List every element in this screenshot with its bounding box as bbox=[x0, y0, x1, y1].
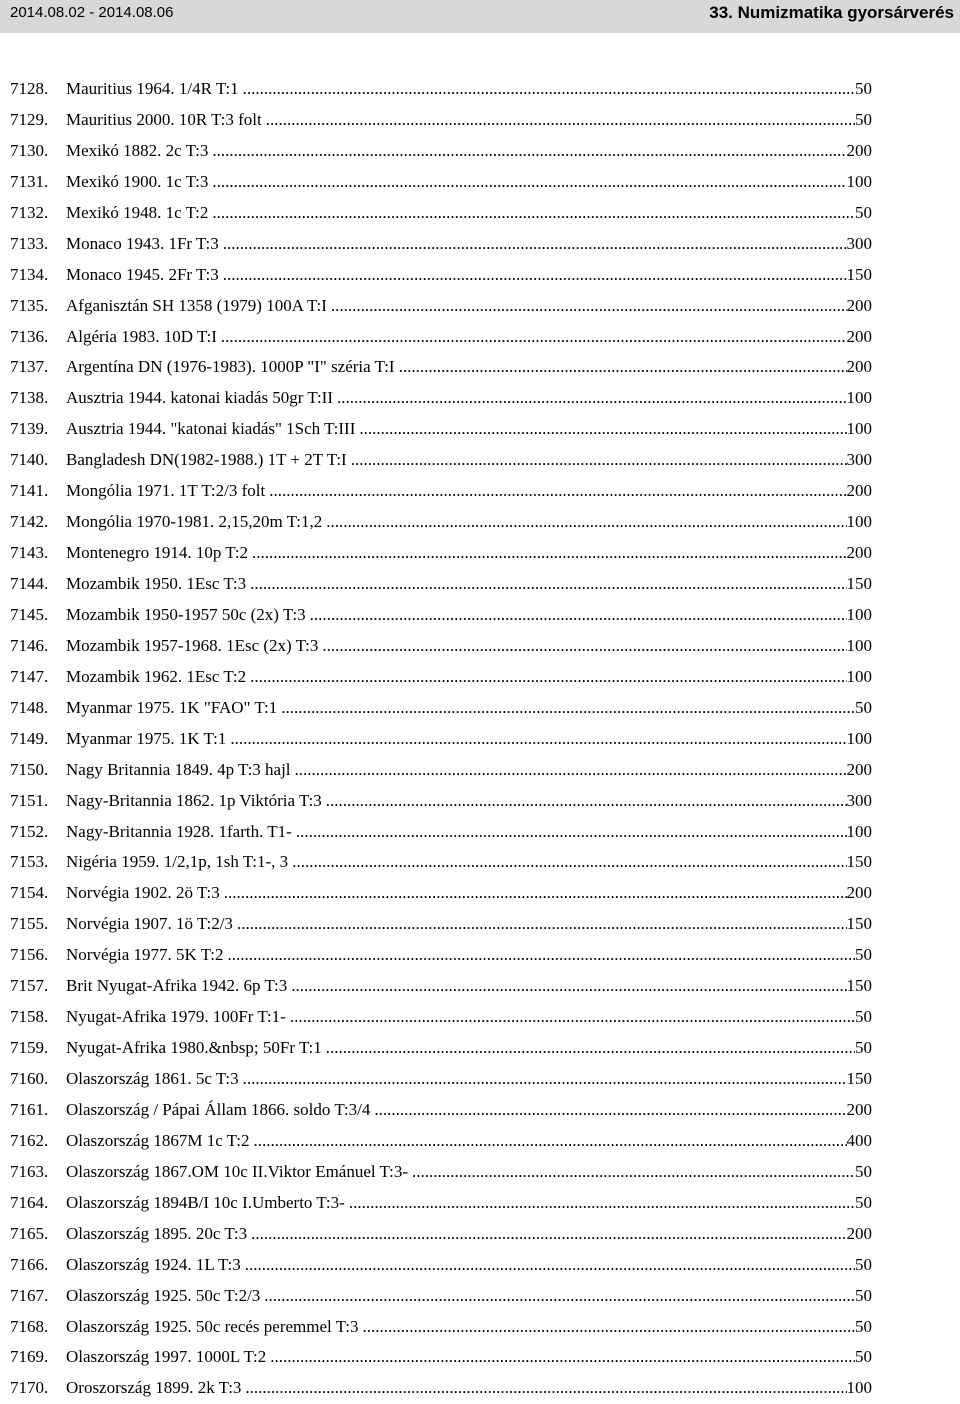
list-item bbox=[10, 260, 872, 291]
dot-leader bbox=[264, 1281, 855, 1312]
list-item bbox=[10, 940, 872, 971]
lot-number: 7162. bbox=[10, 1130, 49, 1150]
dot-leader bbox=[266, 105, 855, 136]
lot-price: 150 bbox=[846, 976, 872, 996]
dot-leader bbox=[322, 631, 846, 662]
dot-leader bbox=[224, 878, 847, 909]
lot-description: Mozambik 1962. 1Esc T:2 bbox=[66, 666, 247, 686]
lot-number: 7135. bbox=[10, 295, 49, 315]
dot-leader bbox=[349, 1188, 855, 1219]
lot-entry bbox=[66, 569, 872, 600]
list-item bbox=[10, 878, 872, 909]
lot-entry bbox=[66, 724, 872, 755]
lot-description: Norvégia 1977. 5K T:2 bbox=[66, 945, 224, 965]
lot-number: 7151. bbox=[10, 790, 49, 810]
list-item bbox=[10, 786, 872, 817]
lot-price: 150 bbox=[846, 914, 872, 934]
lot-description: Mozambik 1950-1957 50c (2x) T:3 bbox=[66, 604, 306, 624]
lot-price: 200 bbox=[846, 326, 872, 346]
lot-entry bbox=[66, 322, 872, 353]
lot-price: 100 bbox=[846, 635, 872, 655]
lot-number: 7145. bbox=[10, 604, 49, 624]
lot-number: 7128. bbox=[10, 79, 49, 98]
dot-leader bbox=[291, 971, 846, 1002]
lot-description: Norvégia 1907. 1ö T:2/3 bbox=[66, 914, 233, 934]
lot-description: Olaszország 1924. 1L T:3 bbox=[66, 1254, 241, 1274]
lot-price: 150 bbox=[846, 1069, 872, 1088]
lot-entry bbox=[66, 1312, 872, 1343]
lot-entry bbox=[66, 600, 872, 631]
lot-number: 7163. bbox=[10, 1161, 49, 1181]
list-item bbox=[10, 198, 872, 229]
dot-leader bbox=[243, 74, 855, 105]
lot-price: 150 bbox=[846, 852, 872, 872]
lot-entry bbox=[66, 755, 872, 786]
list-item bbox=[10, 1188, 872, 1219]
dot-leader bbox=[230, 724, 846, 755]
dot-leader bbox=[250, 662, 846, 693]
lot-entry bbox=[66, 1033, 872, 1064]
list-item bbox=[10, 817, 872, 848]
lot-price: 50 bbox=[855, 1192, 872, 1212]
dot-leader bbox=[212, 198, 855, 229]
lot-price: 200 bbox=[846, 295, 872, 315]
list-item bbox=[10, 1281, 872, 1312]
lot-price: 300 bbox=[846, 450, 872, 470]
lot-description: Olaszország 1894B/I 10c I.Umberto T:3- bbox=[66, 1192, 345, 1212]
lot-number: 7159. bbox=[10, 1038, 49, 1058]
lot-description: Olaszország 1867M 1c T:2 bbox=[66, 1130, 250, 1150]
dot-leader bbox=[326, 786, 847, 817]
lot-price: 50 bbox=[855, 1347, 872, 1367]
list-item bbox=[10, 136, 872, 167]
lot-entry bbox=[66, 229, 872, 260]
lot-price: 100 bbox=[846, 604, 872, 624]
lot-entry bbox=[66, 507, 872, 538]
lot-price: 200 bbox=[846, 357, 872, 377]
lot-entry bbox=[66, 352, 872, 383]
lot-price: 50 bbox=[855, 1254, 872, 1274]
lot-number: 7166. bbox=[10, 1254, 49, 1274]
lot-entry bbox=[66, 1095, 872, 1126]
dot-leader bbox=[292, 847, 846, 878]
lot-description: Nagy-Britannia 1862. 1p Viktória T:3 bbox=[66, 790, 322, 810]
lot-entry bbox=[66, 693, 872, 724]
page-header bbox=[0, 0, 960, 33]
lot-number: 7139. bbox=[10, 419, 49, 439]
lot-description: Ausztria 1944. "katonai kiadás" 1Sch T:III bbox=[66, 419, 356, 439]
lot-description: Oroszország 1899. 2k T:3 bbox=[66, 1378, 242, 1398]
lot-number: 7158. bbox=[10, 1007, 49, 1027]
list-item bbox=[10, 1126, 872, 1157]
list-item bbox=[10, 1342, 872, 1373]
lot-description: Mongólia 1971. 1T T:2/3 folt bbox=[66, 481, 266, 501]
lot-price: 200 bbox=[846, 883, 872, 903]
lot-price: 300 bbox=[846, 790, 872, 810]
lot-number: 7168. bbox=[10, 1316, 49, 1336]
list-item bbox=[10, 847, 872, 878]
lot-number: 7141. bbox=[10, 481, 49, 501]
lot-description: Bangladesh DN(1982-1988.) 1T + 2T T:I bbox=[66, 450, 347, 470]
lot-description: Norvégia 1902. 2ö T:3 bbox=[66, 883, 220, 903]
lot-number: 7160. bbox=[10, 1069, 49, 1088]
dot-leader bbox=[245, 1373, 846, 1404]
lot-description: Myanmar 1975. 1K "FAO" T:1 bbox=[66, 697, 278, 717]
lot-entry bbox=[66, 198, 872, 229]
lot-entry bbox=[66, 136, 872, 167]
dot-leader bbox=[281, 693, 855, 724]
lot-number: 7152. bbox=[10, 821, 49, 841]
dot-leader bbox=[359, 414, 846, 445]
lot-description: Mozambik 1950. 1Esc T:3 bbox=[66, 574, 247, 593]
lot-entry bbox=[66, 1281, 872, 1312]
dot-leader bbox=[296, 817, 847, 848]
lot-description: Nigéria 1959. 1/2,1p, 1sh T:1-, 3 bbox=[66, 852, 289, 872]
lot-description: Argentína DN (1976-1983). 1000P "I" széria T:I bbox=[66, 357, 395, 377]
lot-entry bbox=[66, 1250, 872, 1281]
lot-price: 300 bbox=[846, 233, 872, 253]
lot-number: 7170. bbox=[10, 1378, 49, 1398]
dot-leader bbox=[290, 1002, 855, 1033]
lot-description: Olaszország 1895. 20c T:3 bbox=[66, 1223, 248, 1243]
lot-description: Nagy-Britannia 1928. 1farth. T1- bbox=[66, 821, 292, 841]
lot-entry bbox=[66, 1219, 872, 1250]
lot-description: Mauritius 2000. 10R T:3 folt bbox=[66, 109, 262, 129]
lot-number: 7131. bbox=[10, 171, 49, 191]
list-item bbox=[10, 383, 872, 414]
lot-price: 200 bbox=[846, 1223, 872, 1243]
lot-number: 7132. bbox=[10, 202, 49, 222]
lot-price: 50 bbox=[855, 1285, 872, 1305]
list-item bbox=[10, 909, 872, 940]
lot-description: Olaszország 1925. 50c recés peremmel T:3 bbox=[66, 1316, 359, 1336]
lot-entry bbox=[66, 847, 872, 878]
dot-leader bbox=[270, 1342, 855, 1373]
lot-entry bbox=[66, 538, 872, 569]
dot-leader bbox=[250, 569, 846, 600]
lot-price: 50 bbox=[855, 1316, 872, 1336]
lot-number: 7149. bbox=[10, 728, 49, 748]
lot-description: Olaszország 1925. 50c T:2/3 bbox=[66, 1285, 261, 1305]
list-item bbox=[10, 1095, 872, 1126]
lot-price: 100 bbox=[846, 666, 872, 686]
list-item bbox=[10, 724, 872, 755]
list-item bbox=[10, 74, 872, 105]
list-item bbox=[10, 600, 872, 631]
lot-number: 7143. bbox=[10, 543, 49, 563]
lot-price: 100 bbox=[846, 728, 872, 748]
lot-price: 50 bbox=[855, 1161, 872, 1181]
lot-number: 7164. bbox=[10, 1192, 49, 1212]
lot-description: Myanmar 1975. 1K T:1 bbox=[66, 728, 227, 748]
lot-number: 7167. bbox=[10, 1285, 49, 1305]
lot-price: 100 bbox=[846, 171, 872, 191]
lot-price: 200 bbox=[846, 1099, 872, 1119]
lot-price: 150 bbox=[846, 264, 872, 284]
lot-entry bbox=[66, 662, 872, 693]
lot-price: 200 bbox=[846, 481, 872, 501]
lot-price: 100 bbox=[846, 1378, 872, 1398]
lot-list bbox=[10, 74, 872, 1404]
lot-description: Nyugat-Afrika 1980.&nbsp; 50Fr T:1 bbox=[66, 1038, 322, 1058]
lot-entry bbox=[66, 1373, 872, 1404]
lot-number: 7138. bbox=[10, 388, 49, 408]
list-item bbox=[10, 322, 872, 353]
lot-entry bbox=[66, 1002, 872, 1033]
lot-entry bbox=[66, 105, 872, 136]
lot-number: 7165. bbox=[10, 1223, 49, 1243]
lot-price: 100 bbox=[846, 821, 872, 841]
lot-price: 100 bbox=[846, 512, 872, 532]
dot-leader bbox=[223, 229, 847, 260]
lot-description: Olaszország / Pápai Állam 1866. soldo T:3/4 bbox=[66, 1099, 371, 1119]
lot-description: Monaco 1945. 2Fr T:3 bbox=[66, 264, 219, 284]
dot-leader bbox=[253, 1126, 846, 1157]
lot-description: Ausztria 1944. katonai kiadás 50gr T:II bbox=[66, 388, 333, 408]
lot-entry bbox=[66, 1342, 872, 1373]
dot-leader bbox=[237, 909, 847, 940]
dot-leader bbox=[251, 1219, 846, 1250]
lot-number: 7156. bbox=[10, 945, 49, 965]
dot-leader bbox=[399, 352, 847, 383]
list-item bbox=[10, 352, 872, 383]
list-item bbox=[10, 971, 872, 1002]
list-item bbox=[10, 1219, 872, 1250]
dot-leader bbox=[221, 322, 847, 353]
list-item bbox=[10, 631, 872, 662]
lot-description: Mongólia 1970-1981. 2,15,20m T:1,2 bbox=[66, 512, 323, 532]
lot-number: 7150. bbox=[10, 759, 49, 779]
dot-leader bbox=[252, 538, 846, 569]
list-item bbox=[10, 538, 872, 569]
date-range: 2014.08.02 - 2014.08.06 bbox=[10, 4, 174, 21]
lot-entry bbox=[66, 414, 872, 445]
lot-number: 7148. bbox=[10, 697, 49, 717]
lot-description: Montenegro 1914. 10p T:2 bbox=[66, 543, 249, 563]
lot-entry bbox=[66, 291, 872, 322]
lot-number: 7140. bbox=[10, 450, 49, 470]
lot-description: Mauritius 1964. 1/4R T:1 bbox=[66, 79, 239, 98]
lot-price: 200 bbox=[846, 759, 872, 779]
lot-price: 50 bbox=[855, 945, 872, 965]
lot-price: 50 bbox=[855, 79, 872, 98]
lot-number: 7169. bbox=[10, 1347, 49, 1367]
list-item bbox=[10, 1373, 872, 1404]
lot-description: Mozambik 1957-1968. 1Esc (2x) T:3 bbox=[66, 635, 319, 655]
lot-number: 7137. bbox=[10, 357, 49, 377]
dot-leader bbox=[331, 291, 847, 322]
lot-description: Mexikó 1900. 1c T:3 bbox=[66, 171, 209, 191]
list-item bbox=[10, 1312, 872, 1343]
lot-description: Afganisztán SH 1358 (1979) 100A T:I bbox=[66, 295, 327, 315]
dot-leader bbox=[227, 940, 855, 971]
lot-entry bbox=[66, 1157, 872, 1188]
lot-description: Nagy Britannia 1849. 4p T:3 hajl bbox=[66, 759, 291, 779]
list-item bbox=[10, 507, 872, 538]
lot-price: 50 bbox=[855, 697, 872, 717]
lot-entry bbox=[66, 1188, 872, 1219]
lot-price: 200 bbox=[846, 543, 872, 563]
lot-number: 7147. bbox=[10, 666, 49, 686]
lot-entry bbox=[66, 971, 872, 1002]
dot-leader bbox=[245, 1250, 855, 1281]
list-item bbox=[10, 1033, 872, 1064]
lot-price: 50 bbox=[855, 1038, 872, 1058]
lot-entry bbox=[66, 631, 872, 662]
list-item bbox=[10, 414, 872, 445]
lot-number: 7130. bbox=[10, 140, 49, 160]
lot-entry bbox=[66, 476, 872, 507]
lot-description: Algéria 1983. 10D T:I bbox=[66, 326, 217, 346]
lot-description: Brit Nyugat-Afrika 1942. 6p T:3 bbox=[66, 976, 288, 996]
list-item bbox=[10, 167, 872, 198]
lot-number: 7153. bbox=[10, 852, 49, 872]
dot-leader bbox=[351, 445, 847, 476]
list-item bbox=[10, 1002, 872, 1033]
lot-description: Mexikó 1882. 2c T:3 bbox=[66, 140, 209, 160]
dot-leader bbox=[362, 1312, 855, 1343]
list-item bbox=[10, 445, 872, 476]
lot-entry bbox=[66, 940, 872, 971]
lot-description: Olaszország 1867.OM 10c II.Viktor Emánuel T:3- bbox=[66, 1161, 408, 1181]
lot-number: 7133. bbox=[10, 233, 49, 253]
lot-number: 7146. bbox=[10, 635, 49, 655]
dot-leader bbox=[326, 507, 846, 538]
dot-leader bbox=[374, 1095, 846, 1126]
dot-leader bbox=[310, 600, 847, 631]
lot-number: 7129. bbox=[10, 109, 49, 129]
lot-number: 7154. bbox=[10, 883, 49, 903]
lot-price: 50 bbox=[855, 202, 872, 222]
dot-leader bbox=[212, 167, 846, 198]
lot-price: 200 bbox=[846, 140, 872, 160]
lot-number: 7161. bbox=[10, 1099, 49, 1119]
lot-entry bbox=[66, 909, 872, 940]
lot-entry bbox=[66, 74, 872, 105]
auction-title: 33. Numizmatika gyorsárverés bbox=[709, 3, 954, 22]
dot-leader bbox=[223, 260, 847, 291]
lot-entry bbox=[66, 383, 872, 414]
lot-entry bbox=[66, 878, 872, 909]
lot-number: 7155. bbox=[10, 914, 49, 934]
lot-price: 100 bbox=[846, 419, 872, 439]
lot-entry bbox=[66, 1126, 872, 1157]
lot-entry bbox=[66, 167, 872, 198]
list-item bbox=[10, 229, 872, 260]
dot-leader bbox=[212, 136, 846, 167]
lot-number: 7144. bbox=[10, 574, 49, 593]
lot-number: 7142. bbox=[10, 512, 49, 532]
dot-leader bbox=[412, 1157, 855, 1188]
list-item bbox=[10, 1064, 872, 1095]
lot-entry bbox=[66, 817, 872, 848]
lot-number: 7157. bbox=[10, 976, 49, 996]
list-item bbox=[10, 755, 872, 786]
lot-price: 50 bbox=[855, 1007, 872, 1027]
dot-leader bbox=[326, 1033, 855, 1064]
list-item bbox=[10, 476, 872, 507]
dot-leader bbox=[243, 1064, 847, 1095]
dot-leader bbox=[337, 383, 847, 414]
lot-entry bbox=[66, 1064, 872, 1095]
lot-number: 7134. bbox=[10, 264, 49, 284]
lot-description: Nyugat-Afrika 1979. 100Fr T:1- bbox=[66, 1007, 286, 1027]
list-item bbox=[10, 105, 872, 136]
list-item bbox=[10, 693, 872, 724]
lot-price: 150 bbox=[846, 574, 872, 593]
list-item bbox=[10, 291, 872, 322]
lot-description: Monaco 1943. 1Fr T:3 bbox=[66, 233, 219, 253]
dot-leader bbox=[269, 476, 846, 507]
lot-description: Olaszország 1997. 1000L T:2 bbox=[66, 1347, 267, 1367]
lot-description: Olaszország 1861. 5c T:3 bbox=[66, 1069, 239, 1088]
lot-price: 50 bbox=[855, 109, 872, 129]
lot-entry bbox=[66, 445, 872, 476]
lot-entry bbox=[66, 260, 872, 291]
list-item bbox=[10, 662, 872, 693]
lot-description: Mexikó 1948. 1c T:2 bbox=[66, 202, 209, 222]
list-item bbox=[10, 1157, 872, 1188]
list-item bbox=[10, 569, 872, 600]
dot-leader bbox=[295, 755, 847, 786]
lot-entry bbox=[66, 786, 872, 817]
lot-price: 400 bbox=[846, 1130, 872, 1150]
lot-price: 100 bbox=[846, 388, 872, 408]
list-item bbox=[10, 1250, 872, 1281]
lot-number: 7136. bbox=[10, 326, 49, 346]
